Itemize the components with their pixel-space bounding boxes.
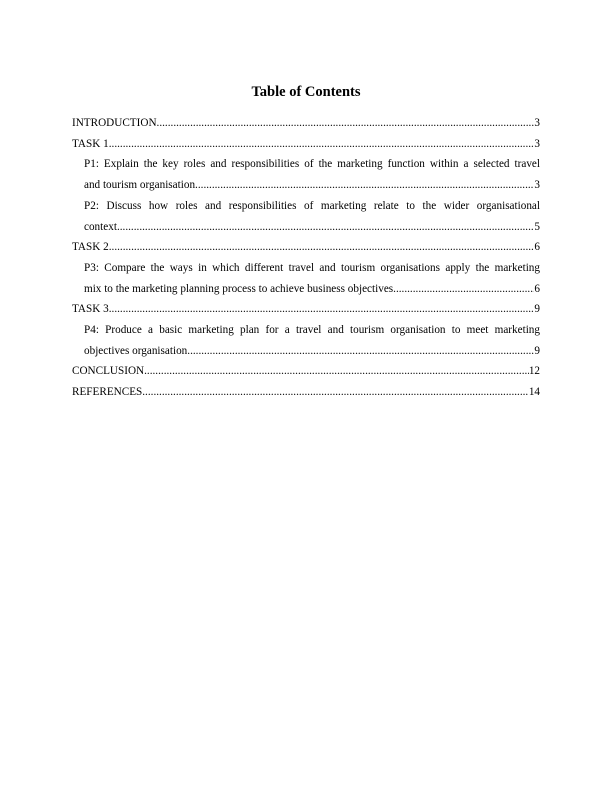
toc-entry-label-line-2: and tourism organisation — [84, 179, 196, 192]
toc-entry-label: TASK 2 — [72, 241, 109, 254]
toc-entry-introduction[interactable] — [72, 113, 540, 134]
toc-entry-label-line-1: P4: Produce a basic marketing plan for a travel and tourism organisation to meet marketing — [84, 324, 540, 337]
toc-entry-p3[interactable] — [72, 258, 540, 299]
toc-leader-dots — [109, 134, 535, 155]
toc-leader-dots — [142, 382, 529, 403]
table-of-contents — [72, 113, 540, 403]
toc-entry-label-line-2: objectives organisation — [84, 344, 188, 357]
toc-page-number: 6 — [534, 282, 540, 295]
toc-page-number: 3 — [534, 117, 540, 129]
toc-page-number: 9 — [534, 303, 540, 316]
toc-entry-p2[interactable] — [72, 196, 540, 237]
toc-title: Table of Contents — [251, 84, 361, 100]
toc-leader-dots — [195, 175, 534, 196]
toc-entry-task-1[interactable] — [72, 134, 540, 155]
toc-page-number: 14 — [528, 386, 540, 399]
toc-entry-label: CONCLUSION — [72, 365, 145, 378]
toc-entry-label-line-1: P3: Compare the ways in which different travel and tourism organisations apply the marketing — [84, 261, 540, 274]
toc-entry-task-2[interactable] — [72, 237, 540, 258]
toc-entry-task-3[interactable] — [72, 299, 540, 320]
toc-page-number: 6 — [534, 241, 540, 254]
toc-leader-dots — [109, 299, 535, 320]
toc-entry-label: INTRODUCTION — [72, 117, 157, 129]
toc-leader-dots — [144, 361, 529, 382]
toc-leader-dots — [157, 113, 535, 134]
toc-entry-label-line-1: P1: Explain the key roles and responsibilities of the marketing function within a selected travel — [84, 158, 540, 171]
toc-entry-references[interactable] — [72, 382, 540, 403]
toc-entry-conclusion[interactable] — [72, 361, 540, 382]
toc-page-number: 3 — [534, 179, 540, 192]
toc-entry-p1[interactable] — [72, 154, 540, 195]
toc-page-number: 12 — [528, 365, 540, 378]
toc-entry-label-line-1: P2: Discuss how roles and responsibilities of marketing relate to the wider organisational — [84, 199, 540, 212]
toc-leader-dots — [117, 217, 534, 238]
toc-entry-p4[interactable] — [72, 320, 540, 361]
toc-leader-dots — [109, 237, 535, 258]
toc-entry-label-line-2: mix to the marketing planning process to achieve business objectives — [84, 282, 394, 295]
toc-page-number: 9 — [534, 344, 540, 357]
toc-page-number: 5 — [534, 220, 540, 233]
toc-leader-dots — [187, 341, 534, 362]
toc-entry-label-line-2: context — [84, 220, 117, 233]
toc-entry-label: TASK 1 — [72, 137, 109, 150]
toc-entry-label: TASK 3 — [72, 303, 109, 316]
toc-page-number: 3 — [534, 137, 540, 150]
toc-leader-dots — [393, 279, 534, 300]
toc-entry-label: REFERENCES — [72, 386, 143, 399]
